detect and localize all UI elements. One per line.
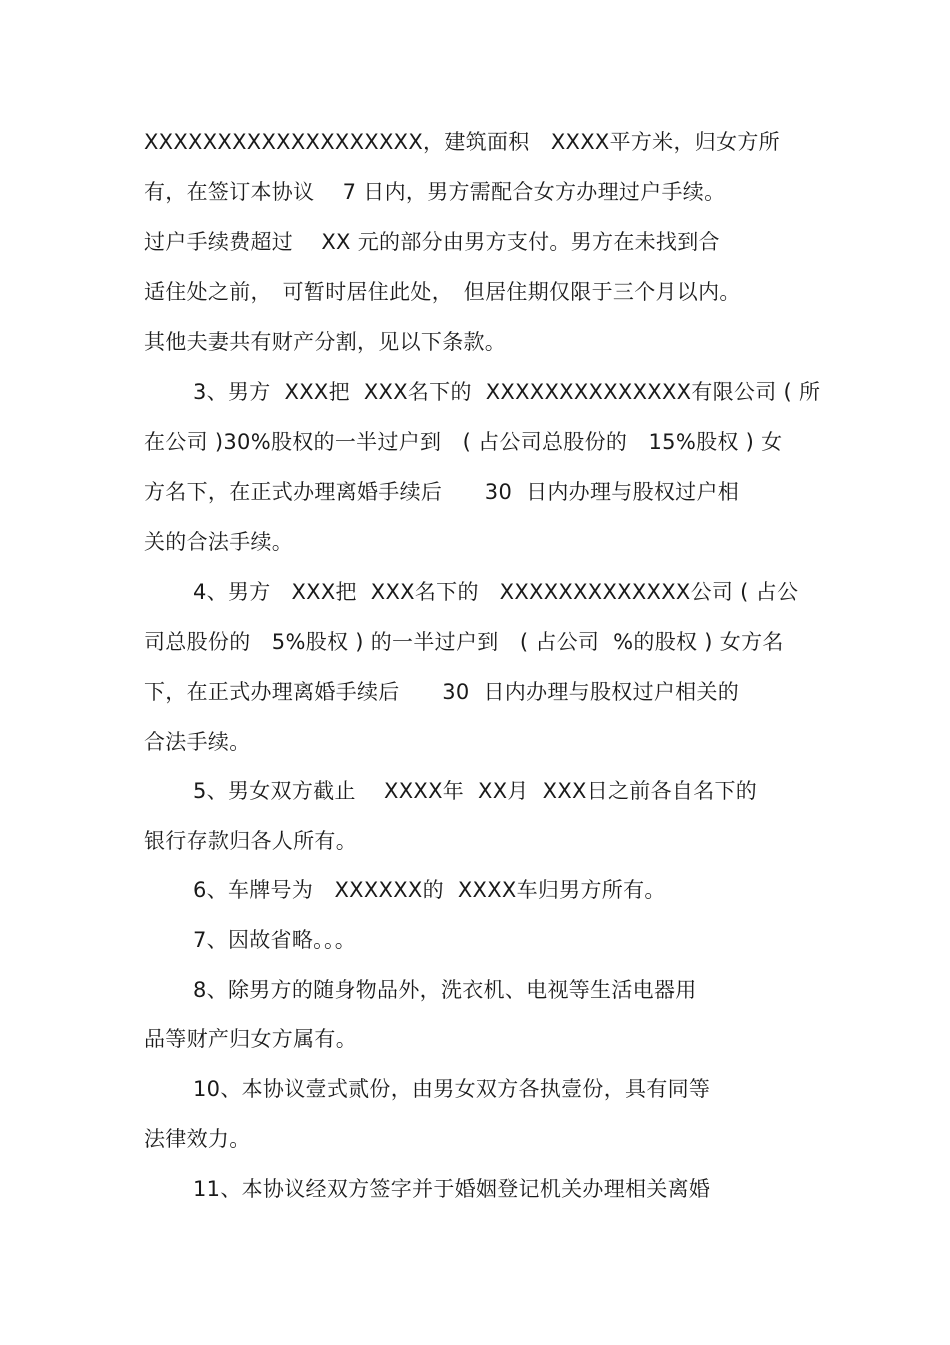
clause-8-line: 8、除男方的随身物品外，洗衣机、电视等生活电器用: [193, 978, 697, 1002]
text-line: 下，在正式办理离婚手续后 30 日内办理与股权过户相关的: [144, 680, 740, 704]
clause-7-line: 7、因故省略。。。: [193, 928, 357, 952]
text-line: 品等财产归女方属有。: [144, 1027, 357, 1051]
text-line: 过户手续费超过 XX 元的部分由男方支付。男方在未找到合: [144, 230, 720, 254]
clause-6-line: 6、车牌号为 XXXXXX的 XXXX车归男方所有。: [193, 878, 666, 902]
text-line: XXXXXXXXXXXXXXXXXXX，建筑面积 XXXX平方米，归女方所: [144, 130, 780, 154]
text-line: 银行存款归各人所有。: [144, 829, 357, 853]
text-line: 其他夫妻共有财产分割，见以下条款。: [144, 330, 507, 354]
text-line: 司总股份的 5%股权 ) 的一半过户到 ( 占公司 %的股权 ) 女方名: [144, 630, 784, 654]
text-line: 在公司 )30%股权的一半过户到 ( 占公司总股份的 15%股权 ) 女: [144, 430, 783, 454]
text-line: 合法手续。: [144, 730, 251, 754]
text-line: 法律效力。: [144, 1127, 251, 1151]
text-line: 方名下，在正式办理离婚手续后 30 日内办理与股权过户相: [144, 480, 740, 504]
text-line: 有，在签订本协议 7 日内，男方需配合女方办理过户手续。: [144, 180, 726, 204]
text-line: 关的合法手续。: [144, 530, 294, 554]
clause-4-line: 4、男方 XXX把 XXX名下的 XXXXXXXXXXXXX公司 ( 占公: [193, 580, 799, 604]
clause-10-line: 10、本协议壹式贰份，由男女双方各执壹份，具有同等: [193, 1077, 711, 1101]
text-line: 适住处之前， 可暂时居住此处， 但居住期仅限于三个月以内。: [144, 280, 741, 304]
clause-11-line: 11、本协议经双方签字并于婚姻登记机关办理相关离婚: [193, 1177, 711, 1201]
clause-5-line: 5、男女双方截止 XXXX年 XX月 XXX日之前各自名下的: [193, 779, 758, 803]
clause-3-line: 3、男方 XXX把 XXX名下的 XXXXXXXXXXXXXX有限公司 ( 所: [193, 380, 821, 404]
